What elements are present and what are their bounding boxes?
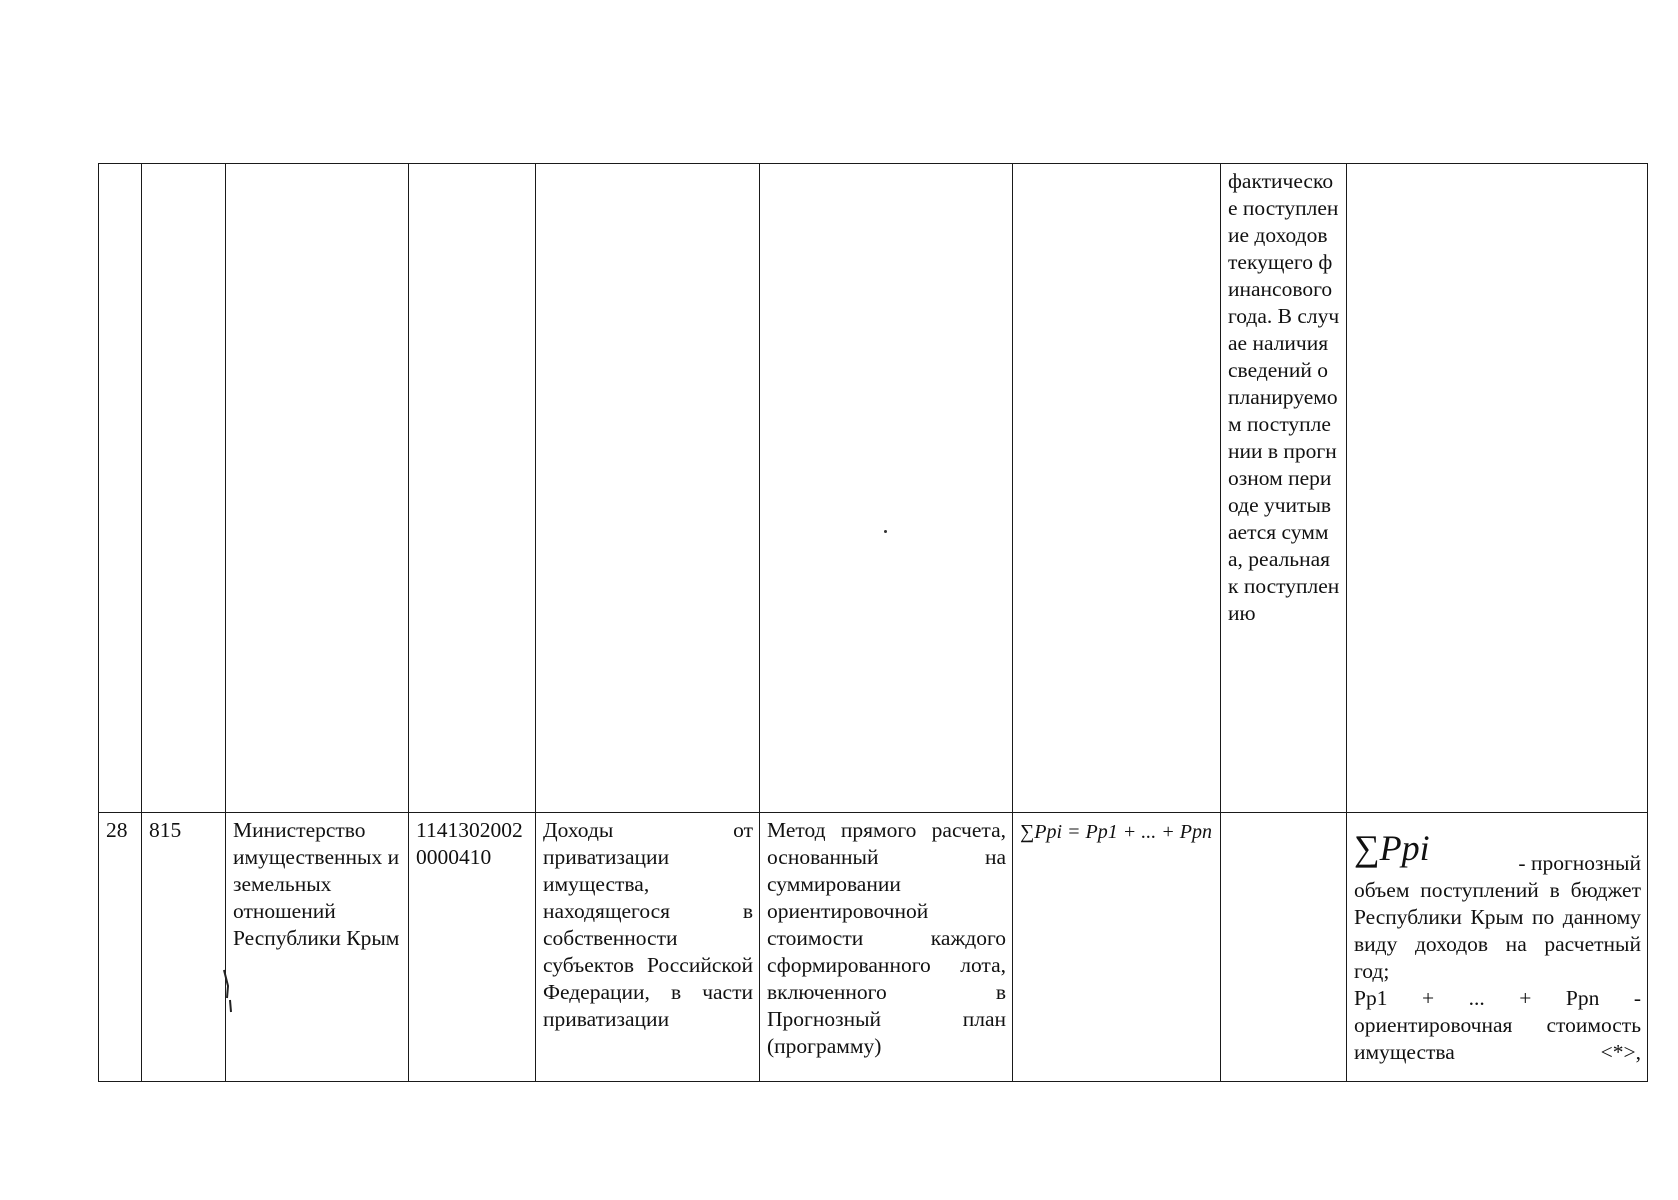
- cell-income-name: Доходы от приватизации имущества, находящегося в собственности субъектов Российской Федерации, в части приватизации: [536, 813, 760, 1082]
- indicator-symbol-line: [1354, 825, 1641, 877]
- cell-indicators: [1347, 813, 1648, 1082]
- formula: ∑Ppi = Pp1 + ... + Ppn: [1020, 821, 1212, 843]
- cell-kbk: 11413020020000410: [409, 813, 536, 1082]
- cell-number: [99, 164, 142, 813]
- table-row-continuation: [99, 164, 1648, 813]
- cell-administrator: Министерство имущественных и земельных отношений Республики Крым: [226, 813, 409, 1082]
- indicator-symbol-desc: - прогнозный: [1518, 851, 1641, 875]
- indicator-desc-1: объем поступлений в бюджет Республики Крым по данному виду доходов на расчетный год;: [1354, 878, 1641, 983]
- indicator-desc-2: ориентировочная стоимость имущества <*>,: [1354, 1013, 1641, 1064]
- pen-mark: [222, 968, 238, 1018]
- cell-formula: [1013, 813, 1221, 1082]
- table-row-28: [99, 813, 1648, 1082]
- cell-admin-code: [142, 164, 226, 813]
- sum-ppi-symbol: ∑Ppi: [1354, 828, 1430, 868]
- cell-admin-code: 815: [142, 813, 226, 1082]
- cell-kbk: [409, 164, 536, 813]
- cell-income-name: [536, 164, 760, 813]
- cell-indicators: [1347, 164, 1648, 813]
- document-table: [98, 163, 1648, 1082]
- cell-administrator: [226, 164, 409, 813]
- cell-number: 28: [99, 813, 142, 1082]
- cell-formula: [1013, 164, 1221, 813]
- cell-method: [760, 164, 1013, 813]
- indicator-terms: Pp1 + ... + Ppn -: [1354, 986, 1641, 1010]
- cell-basis-text: фактическое поступление доходов текущего финансового года. В случае наличия сведений о планируемом поступлении в прогнозном периоде учитывается сумма, реальная к поступлению: [1221, 164, 1347, 813]
- cell-basis-empty: [1221, 813, 1347, 1082]
- scan-dot: [884, 530, 887, 533]
- cell-method: Метод прямого расчета, основанный на суммировании ориентировочной стоимости каждого сформированного лота, включенного в Прогнозный план (программу): [760, 813, 1013, 1082]
